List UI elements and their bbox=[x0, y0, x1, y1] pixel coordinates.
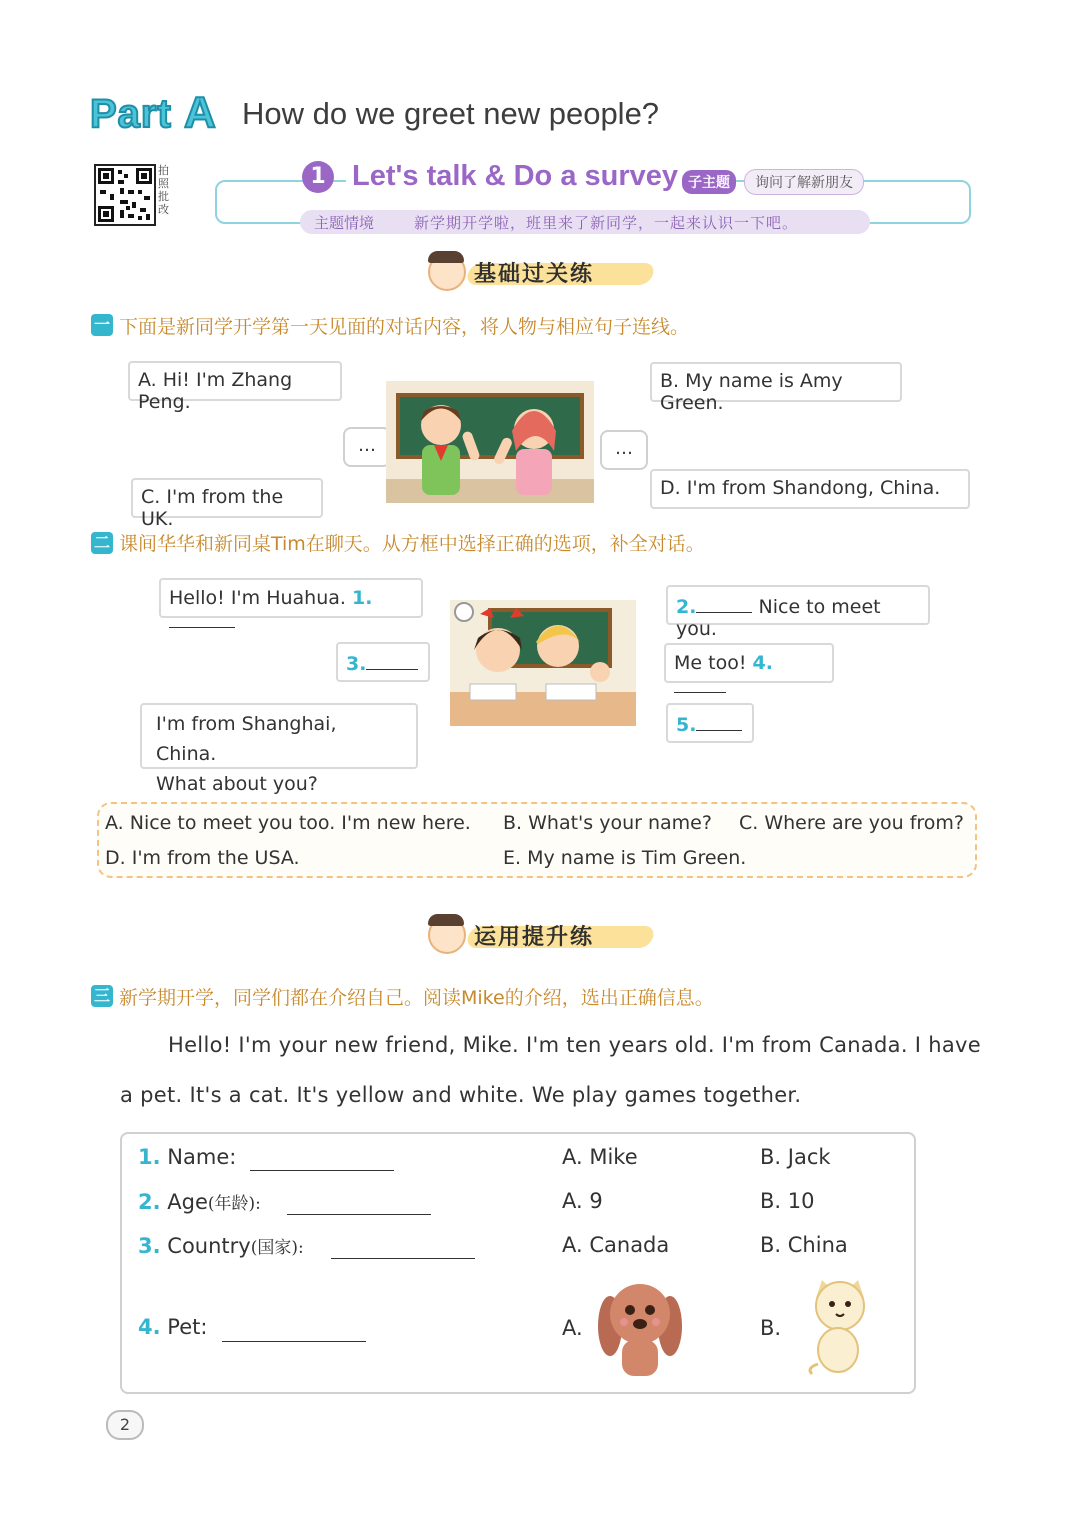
speech-dots-right[interactable]: … bbox=[600, 430, 648, 470]
answer-table bbox=[120, 1132, 916, 1394]
passage-line-2: a pet. It's a cat. It's yellow and white. We play games together. bbox=[120, 1083, 802, 1107]
kid-face-icon bbox=[428, 253, 466, 291]
option-d[interactable]: D. I'm from the USA. bbox=[105, 847, 300, 869]
question-1-instruction: 下面是新同学开学第一天见面的对话内容，将人物与相应句子连线。 bbox=[119, 316, 690, 338]
lesson-title: Let's talk & Do a survey bbox=[346, 160, 684, 193]
sentence-d[interactable]: D. I'm from Shandong, China. bbox=[650, 469, 970, 509]
dialogue-bubble-5: I'm from Shanghai, China. What about you? bbox=[140, 703, 418, 769]
row-pet-option-a[interactable]: A. bbox=[562, 1316, 583, 1340]
question-number-2: 二 bbox=[91, 532, 113, 554]
option-e[interactable]: E. My name is Tim Green. bbox=[503, 847, 747, 869]
question-2-instruction: 课间华华和新同桌Tim在聊天。从方框中选择正确的选项，补全对话。 bbox=[119, 533, 705, 555]
speech-dots-left[interactable]: … bbox=[343, 427, 391, 467]
name-answer-line[interactable] bbox=[250, 1170, 394, 1171]
question-number-1: 一 bbox=[91, 314, 113, 336]
country-answer-line[interactable] bbox=[331, 1258, 475, 1259]
row-name-option-a[interactable]: A. Mike bbox=[562, 1145, 638, 1169]
question-number-3: 三 bbox=[91, 985, 113, 1007]
section-title: 基础过关练 bbox=[474, 262, 595, 287]
row-pet-option-b[interactable]: B. bbox=[760, 1316, 782, 1340]
dialogue-bubble-4: Me too! 4. bbox=[664, 643, 834, 683]
qr-code-icon[interactable] bbox=[94, 164, 156, 226]
greeting-illustration bbox=[386, 381, 594, 503]
part-label: Part A bbox=[90, 88, 217, 137]
row-name-option-b[interactable]: B. Jack bbox=[760, 1145, 831, 1169]
subtheme-text: 询问了解新朋友 bbox=[744, 169, 864, 195]
section-banner-basic bbox=[428, 253, 658, 293]
dialogue-bubble-3: 3. bbox=[336, 642, 430, 682]
section-banner-advanced bbox=[428, 916, 658, 956]
page-number: 2 bbox=[106, 1410, 144, 1440]
scenario-text: 新学期开学啦，班里来了新同学，一起来认识一下吧。 bbox=[414, 214, 799, 232]
option-b[interactable]: B. What's your name? bbox=[503, 812, 712, 834]
pet-answer-line[interactable] bbox=[222, 1341, 366, 1342]
page-title: How do we greet new people? bbox=[242, 96, 660, 131]
dialogue-bubble-2: 2. Nice to meet you. bbox=[666, 585, 930, 625]
dog-icon[interactable] bbox=[596, 1276, 684, 1378]
row-age-option-a[interactable]: A. 9 bbox=[562, 1189, 603, 1213]
dialogue-bubble-6: 5. bbox=[666, 703, 754, 743]
subtheme-badge: 子主题 bbox=[682, 170, 736, 194]
row-country-label: 3. Country(国家): bbox=[138, 1234, 304, 1258]
row-pet-label: 4. Pet: bbox=[138, 1315, 208, 1339]
passage-line-1: Hello! I'm your new friend, Mike. I'm ten years old. I'm from Canada. I have bbox=[168, 1033, 981, 1057]
section-title: 运用提升练 bbox=[474, 925, 595, 950]
age-answer-line[interactable] bbox=[287, 1214, 431, 1215]
row-age-option-b[interactable]: B. 10 bbox=[760, 1189, 815, 1213]
sentence-a[interactable]: A. Hi! I'm Zhang Peng. bbox=[128, 361, 342, 401]
classroom-illustration bbox=[450, 600, 636, 726]
sentence-c[interactable]: C. I'm from the UK. bbox=[131, 478, 323, 518]
row-age-label: 2. Age(年龄): bbox=[138, 1190, 261, 1214]
cat-icon[interactable] bbox=[806, 1278, 874, 1376]
lesson-number-badge: 1 bbox=[302, 161, 334, 193]
dialogue-bubble-1: Hello! I'm Huahua. 1. bbox=[159, 578, 423, 618]
kid-face-icon bbox=[428, 916, 466, 954]
row-country-option-a[interactable]: A. Canada bbox=[562, 1233, 670, 1257]
sentence-b[interactable]: B. My name is Amy Green. bbox=[650, 362, 902, 402]
question-3-instruction: 新学期开学，同学们都在介绍自己。阅读Mike的介绍，选出正确信息。 bbox=[119, 987, 714, 1009]
option-a[interactable]: A. Nice to meet you too. I'm new here. bbox=[105, 812, 471, 834]
option-c[interactable]: C. Where are you from? bbox=[739, 812, 965, 834]
scenario-tag: 主题情境 bbox=[314, 214, 375, 232]
row-country-option-b[interactable]: B. China bbox=[760, 1233, 848, 1257]
qr-label: 拍照批改 bbox=[158, 164, 169, 216]
row-name-label: 1. Name: bbox=[138, 1145, 237, 1169]
